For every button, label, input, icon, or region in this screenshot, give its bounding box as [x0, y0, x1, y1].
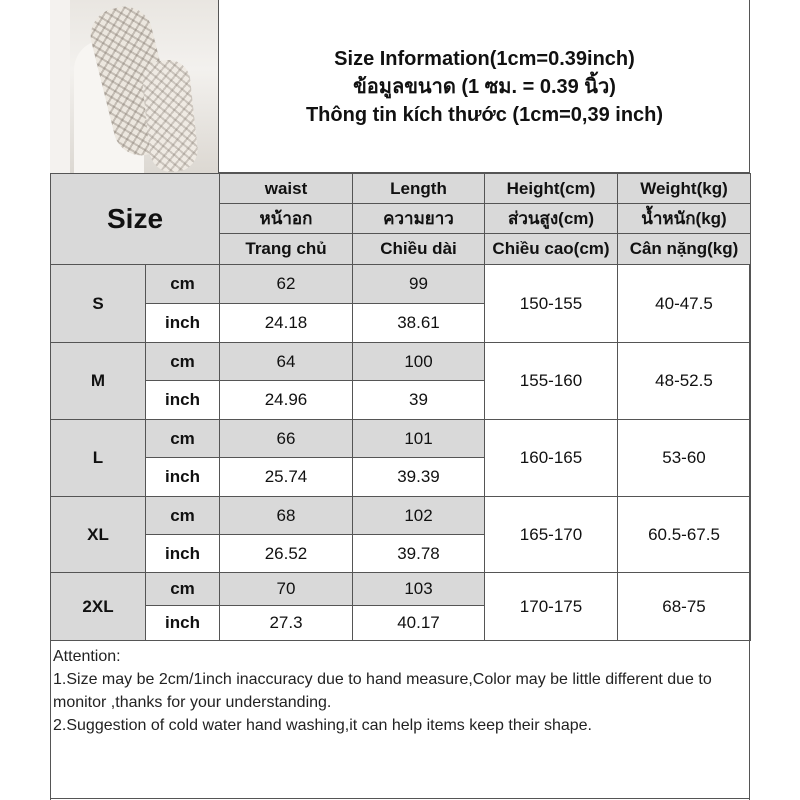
- cell-length-inch: 39: [353, 381, 485, 420]
- col-weight-th: น้ำหนัก(kg): [618, 204, 751, 234]
- note-item-2: 2.Suggestion of cold water hand washing,it can help items keep their shape.: [53, 717, 592, 734]
- title-thai: ข้อมูลขนาด (1 ซม. = 0.39 นิ้ว): [353, 75, 616, 98]
- unit-inch: inch: [146, 381, 220, 420]
- cell-weight: 48-52.5: [618, 343, 751, 420]
- cell-height: 160-165: [485, 420, 618, 497]
- col-waist-en: waist: [220, 174, 353, 204]
- col-height-en: Height(cm): [485, 174, 618, 204]
- col-weight-vi: Cân nặng(kg): [618, 234, 751, 265]
- unit-inch: inch: [146, 535, 220, 573]
- title-english: Size Information(1cm=0.39inch): [334, 47, 635, 70]
- cell-waist-cm: 70: [220, 573, 353, 606]
- col-height-vi: Chiều cao(cm): [485, 234, 618, 265]
- size-info-title: [219, 0, 750, 173]
- cell-waist-cm: 68: [220, 497, 353, 535]
- cell-weight: 60.5-67.5: [618, 497, 751, 573]
- product-photo: [50, 0, 219, 173]
- bottom-border: [50, 798, 750, 799]
- size-label-m: M: [51, 343, 146, 420]
- unit-cm: cm: [146, 343, 220, 381]
- col-length-vi: Chiều dài: [353, 234, 485, 265]
- cell-weight: 53-60: [618, 420, 751, 497]
- cell-length-cm: 103: [353, 573, 485, 606]
- size-chart-header: [50, 0, 750, 173]
- col-length-th: ความยาว: [353, 204, 485, 234]
- unit-inch: inch: [146, 458, 220, 497]
- cell-height: 170-175: [485, 573, 618, 641]
- cell-waist-inch: 24.18: [220, 304, 353, 343]
- cell-length-inch: 39.39: [353, 458, 485, 497]
- cell-waist-inch: 27.3: [220, 606, 353, 641]
- unit-inch: inch: [146, 606, 220, 641]
- unit-cm: cm: [146, 420, 220, 458]
- unit-cm: cm: [146, 573, 220, 606]
- cell-waist-cm: 64: [220, 343, 353, 381]
- title-vietnamese: Thông tin kích thước (1cm=0,39 inch): [305, 103, 664, 126]
- cell-height: 155-160: [485, 343, 618, 420]
- cell-waist-inch: 24.96: [220, 381, 353, 420]
- note-item-1: 1.Size may be 2cm/1inch inaccuracy due to hand measure,Color may be little different due to monitor ,thanks for your understanding.: [53, 671, 712, 711]
- cell-length-inch: 38.61: [353, 304, 485, 343]
- unit-cm: cm: [146, 497, 220, 535]
- cell-weight: 68-75: [618, 573, 751, 641]
- col-waist-vi: Trang chủ: [220, 234, 353, 265]
- cell-waist-cm: 62: [220, 265, 353, 304]
- unit-inch: inch: [146, 304, 220, 343]
- col-weight-en: Weight(kg): [618, 174, 751, 204]
- cell-waist-inch: 25.74: [220, 458, 353, 497]
- size-label-xl: XL: [51, 497, 146, 573]
- size-label-l: L: [51, 420, 146, 497]
- col-waist-th: หน้าอก: [220, 204, 353, 234]
- cell-length-cm: 102: [353, 497, 485, 535]
- size-header: Size: [51, 174, 220, 265]
- col-height-th: ส่วนสูง(cm): [485, 204, 618, 234]
- size-label-s: S: [51, 265, 146, 343]
- cell-length-inch: 40.17: [353, 606, 485, 641]
- cell-height: 150-155: [485, 265, 618, 343]
- size-label-2xl: 2XL: [51, 573, 146, 641]
- cell-weight: 40-47.5: [618, 265, 751, 343]
- cell-length-cm: 99: [353, 265, 485, 304]
- cell-waist-cm: 66: [220, 420, 353, 458]
- cell-length-inch: 39.78: [353, 535, 485, 573]
- cell-length-cm: 101: [353, 420, 485, 458]
- cell-height: 165-170: [485, 497, 618, 573]
- size-table: [50, 173, 751, 641]
- cell-length-cm: 100: [353, 343, 485, 381]
- col-length-en: Length: [353, 174, 485, 204]
- attention-notes: [50, 643, 750, 739]
- cell-waist-inch: 26.52: [220, 535, 353, 573]
- unit-cm: cm: [146, 265, 220, 304]
- notes-heading: Attention:: [53, 648, 121, 665]
